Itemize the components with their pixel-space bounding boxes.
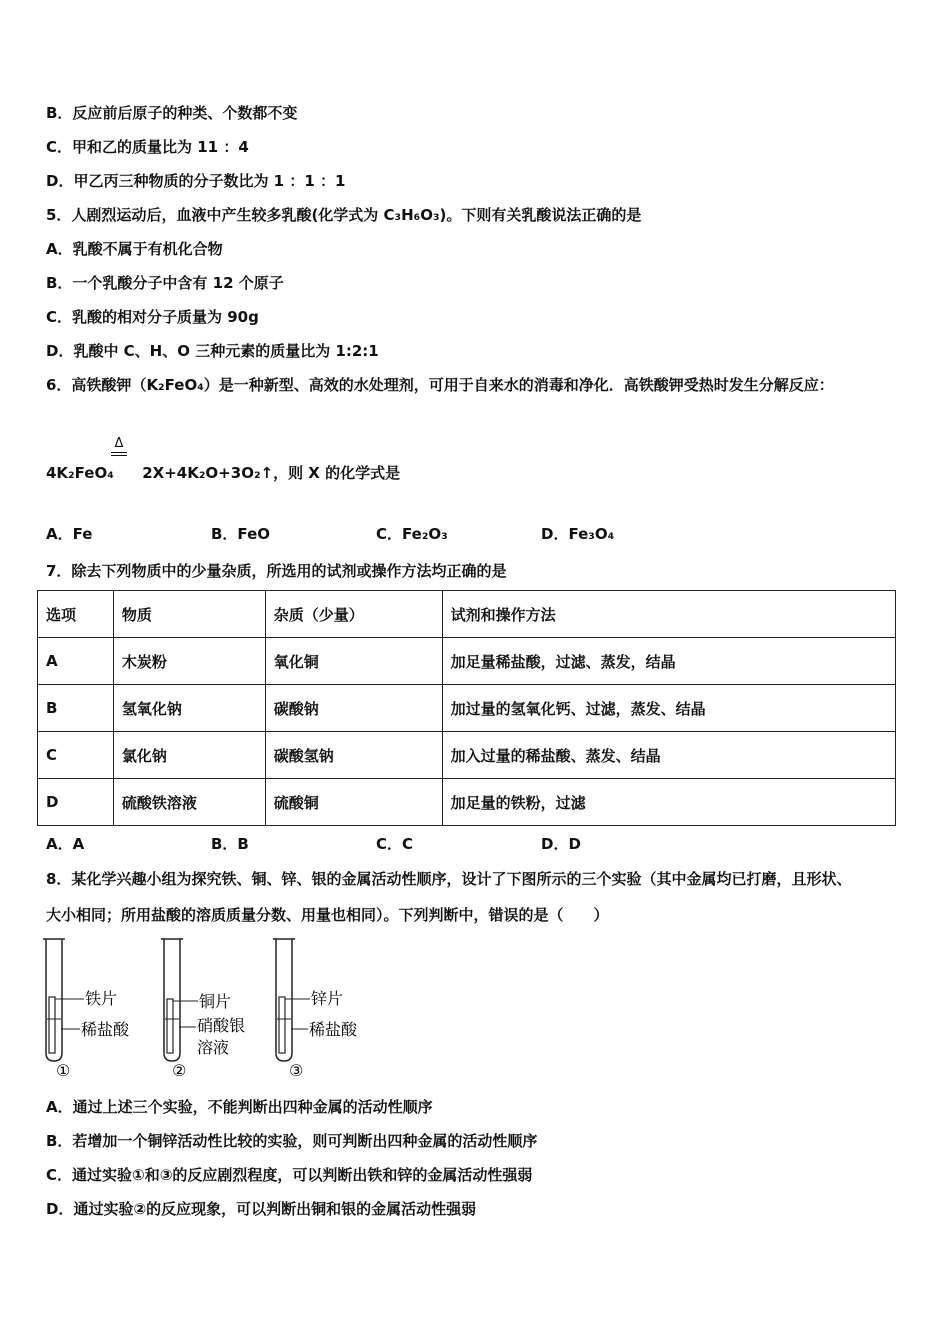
q7-option-b: B．B xyxy=(211,835,249,853)
zinc-strip xyxy=(279,997,285,1053)
reaction-equals-sign xyxy=(111,452,127,456)
q6-option-c: C．Fe₂O₃ xyxy=(376,525,448,543)
tube3-metal-label: 锌片 xyxy=(311,989,344,1008)
tube2-solution-label-a: 硝酸银 xyxy=(197,1016,246,1035)
table-cell: 氧化铜 xyxy=(265,638,442,685)
q6-equation xyxy=(46,462,400,483)
tube3-number: ③ xyxy=(289,1061,304,1080)
q4-option-c: C．甲和乙的质量比为 11 ：4 xyxy=(46,138,249,156)
tube1-solution-label: 稀盐酸 xyxy=(81,1020,130,1039)
table-cell: 氢氧化钠 xyxy=(113,685,265,732)
q6-option-b: B．FeO xyxy=(211,525,270,543)
test-tube-1 xyxy=(43,939,130,1080)
q5-stem: 5．人剧烈运动后，血液中产生较多乳酸(化学式为 C₃H₆O₃)。下则有关乳酸说法正确的是 xyxy=(46,206,642,224)
q5-option-b: B．一个乳酸分子中含有 12 个原子 xyxy=(46,274,284,292)
copper-strip xyxy=(167,999,173,1053)
heat-condition xyxy=(111,436,127,456)
tube1-metal-label: 铁片 xyxy=(85,989,118,1008)
table-cell: 硫酸铜 xyxy=(265,779,442,826)
q7-table xyxy=(37,590,896,826)
table-cell: 碳酸钠 xyxy=(265,685,442,732)
q6-option-a: A．Fe xyxy=(46,525,93,543)
table-cell: 加足量的铁粉，过滤 xyxy=(442,779,895,826)
header-method: 试剂和操作方法 xyxy=(442,591,895,638)
table-cell: 碳酸氢钠 xyxy=(265,732,442,779)
q8-option-d: D．通过实验②的反应现象，可以判断出铜和银的金属活动性强弱 xyxy=(46,1200,477,1218)
table-row xyxy=(38,685,896,732)
table-row xyxy=(38,732,896,779)
q7-option-c: C．C xyxy=(376,835,414,853)
q6-stem: 6．高铁酸钾（K₂FeO₄）是一种新型、高效的水处理剂，可用于自来水的消毒和净化．高铁酸钾受热时发生分解反应： xyxy=(46,376,834,394)
q4-option-b: B．反应前后原子的种类、个数都不变 xyxy=(46,104,298,122)
test-tube-3 xyxy=(273,939,358,1080)
table-cell: B xyxy=(38,685,114,732)
header-impurity: 杂质（少量） xyxy=(265,591,442,638)
q8-option-b: B．若增加一个铜锌活动性比较的实验，则可判断出四种金属的活动性顺序 xyxy=(46,1132,538,1150)
q6-equation-right: 2X+4K₂O+3O₂↑，则 X 的化学式是 xyxy=(142,464,401,482)
tube2-metal-label: 铜片 xyxy=(199,992,232,1011)
delta-symbol: Δ xyxy=(114,436,124,451)
q7-option-d: D．D xyxy=(541,835,581,853)
q8-option-c: C．通过实验①和③的反应剧烈程度，可以判断出铁和锌的金属活动性强弱 xyxy=(46,1166,533,1184)
q7-option-a: A．A xyxy=(46,835,85,853)
q4-option-d: D．甲乙丙三种物质的分子数比为 1 ：1 ：1 xyxy=(46,172,346,190)
q5-option-d: D．乳酸中 C、H、O 三种元素的质量比为 1:2:1 xyxy=(46,342,379,360)
q6-option-d: D．Fe₃O₄ xyxy=(541,525,615,543)
table-cell: 木炭粉 xyxy=(113,638,265,685)
q6-equation-left: 4K₂FeO₄ xyxy=(46,464,114,482)
table-cell: 氯化钠 xyxy=(113,732,265,779)
table-cell: 加足量稀盐酸，过滤、蒸发，结晶 xyxy=(442,638,895,685)
q7-stem: 7．除去下列物质中的少量杂质，所选用的试剂或操作方法均正确的是 xyxy=(46,562,507,580)
tube3-solution-label: 稀盐酸 xyxy=(309,1020,358,1039)
q8-stem-line1: 8．某化学兴趣小组为探究铁、铜、锌、银的金属活动性顺序，设计了下图所示的三个实验（其中金属均已打磨，且形状、 xyxy=(46,870,852,888)
table-cell: 加过量的氢氧化钙、过滤，蒸发、结晶 xyxy=(442,685,895,732)
table-cell: 加入过量的稀盐酸、蒸发、结晶 xyxy=(442,732,895,779)
table-cell: 硫酸铁溶液 xyxy=(113,779,265,826)
iron-strip xyxy=(49,997,55,1053)
header-option: 选项 xyxy=(38,591,114,638)
tube2-number: ② xyxy=(172,1061,187,1080)
q8-option-a: A．通过上述三个实验，不能判断出四种金属的活动性顺序 xyxy=(46,1098,433,1116)
table-header-row xyxy=(38,591,896,638)
table-cell: D xyxy=(38,779,114,826)
test-tubes-figure xyxy=(40,935,380,1085)
q8-stem-line2: 大小相同；所用盐酸的溶质质量分数、用量也相同）。下列判断中，错误的是（ ） xyxy=(46,906,609,924)
tube2-solution-label-b: 溶液 xyxy=(197,1038,230,1057)
table-cell: A xyxy=(38,638,114,685)
test-tube-2 xyxy=(161,939,245,1080)
table-cell: C xyxy=(38,732,114,779)
table-row xyxy=(38,638,896,685)
header-substance: 物质 xyxy=(113,591,265,638)
q5-option-a: A．乳酸不属于有机化合物 xyxy=(46,240,223,258)
q5-option-c: C．乳酸的相对分子质量为 90g xyxy=(46,308,259,326)
table-row xyxy=(38,779,896,826)
tube1-number: ① xyxy=(56,1061,71,1080)
